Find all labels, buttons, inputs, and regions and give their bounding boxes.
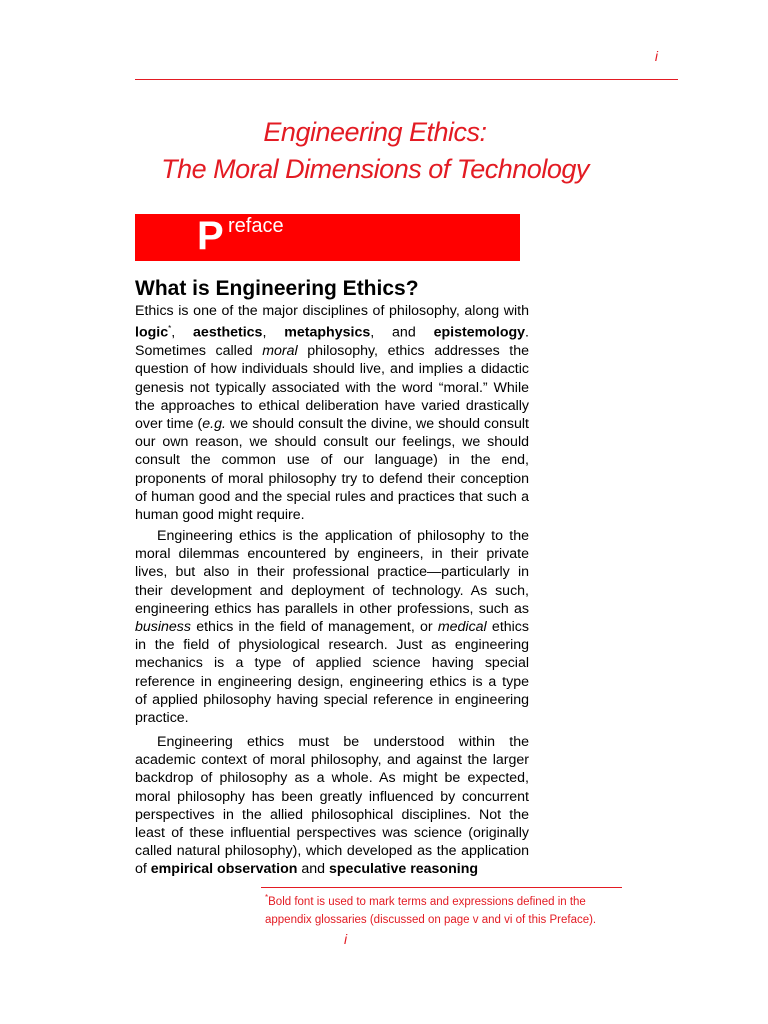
footnote-rule — [261, 887, 622, 888]
preface-label: reface — [228, 215, 284, 237]
term-speculative-reasoning: speculative reasoning — [329, 861, 479, 878]
section-heading: What is Engineering Ethics? — [135, 277, 419, 300]
term-aesthetics: aesthetics — [193, 324, 263, 341]
term-logic: logic — [135, 324, 169, 341]
footnote-mark: * — [168, 324, 172, 334]
header-rule — [135, 79, 678, 80]
preface-banner — [135, 214, 520, 261]
paragraph-2: Engineering ethics is the application of philosophy to the moral dilemmas encountered by engineers, in their private lives, but also in their professional practice—particularly in their development and deployment of technology. As such, engineering ethics has parallels in other professions, such as business ethics in the field of management, or medical ethics in the field of physiological research. Just as engineering mechanics is a type of applied science having special reference in engineering design, engineering ethics is a type of applied philosophy having special reference in engineering practice. — [135, 528, 529, 727]
term-epistemology: epistemology — [433, 324, 526, 341]
title-line-1: Engineering Ethics: — [263, 117, 487, 147]
term-empirical-observation: empirical observation — [150, 861, 298, 878]
page-number-bottom: i — [344, 931, 348, 947]
term-business: business — [135, 619, 191, 636]
term-moral: moral — [262, 343, 298, 360]
footnote-marker: * — [265, 893, 269, 902]
paragraph-1: Ethics is one of the major disciplines of philosophy, along with logic*, aesthetics, metaphysics, and epistemology. Sometimes called moral philosophy, ethics addresses the question of how individuals should live, and implies a didactic genesis not typically associated with the word “moral.” While the approaches to ethical deliberation have varied drastically over time (e.g. we should consult the divine, we should consult our own reason, we should consult our feelings, we should consult the common use of our language) in the end, proponents of moral philosophy try to defend their conception of human good and the special rules and practices that such a human good might require. — [135, 303, 529, 523]
preface-initial: P — [197, 214, 224, 258]
term-medical: medical — [437, 619, 487, 636]
footnote — [265, 889, 623, 929]
title-line-2: The Moral Dimensions of Technology — [161, 154, 589, 184]
book-title — [135, 114, 615, 188]
term-metaphysics: metaphysics — [284, 324, 371, 341]
footnote-text: Bold font is used to mark terms and expressions defined in the appendix glossaries (discussed on page v and vi of this Preface). — [265, 895, 597, 926]
page-number-top: i — [654, 48, 658, 64]
abbrev-eg: e.g. — [202, 415, 226, 432]
paragraph-3: Engineering ethics must be understood within the academic context of moral philosophy, and against the larger backdrop of philosophy as a whole. As might be expected, moral philosophy has been greatly influenced by concurrent perspectives in the allied philosophical disciplines. Not the least of these influential perspectives was science (originally called natural philosophy), which developed as the application of empirical observation and speculative reasoning — [135, 734, 529, 878]
